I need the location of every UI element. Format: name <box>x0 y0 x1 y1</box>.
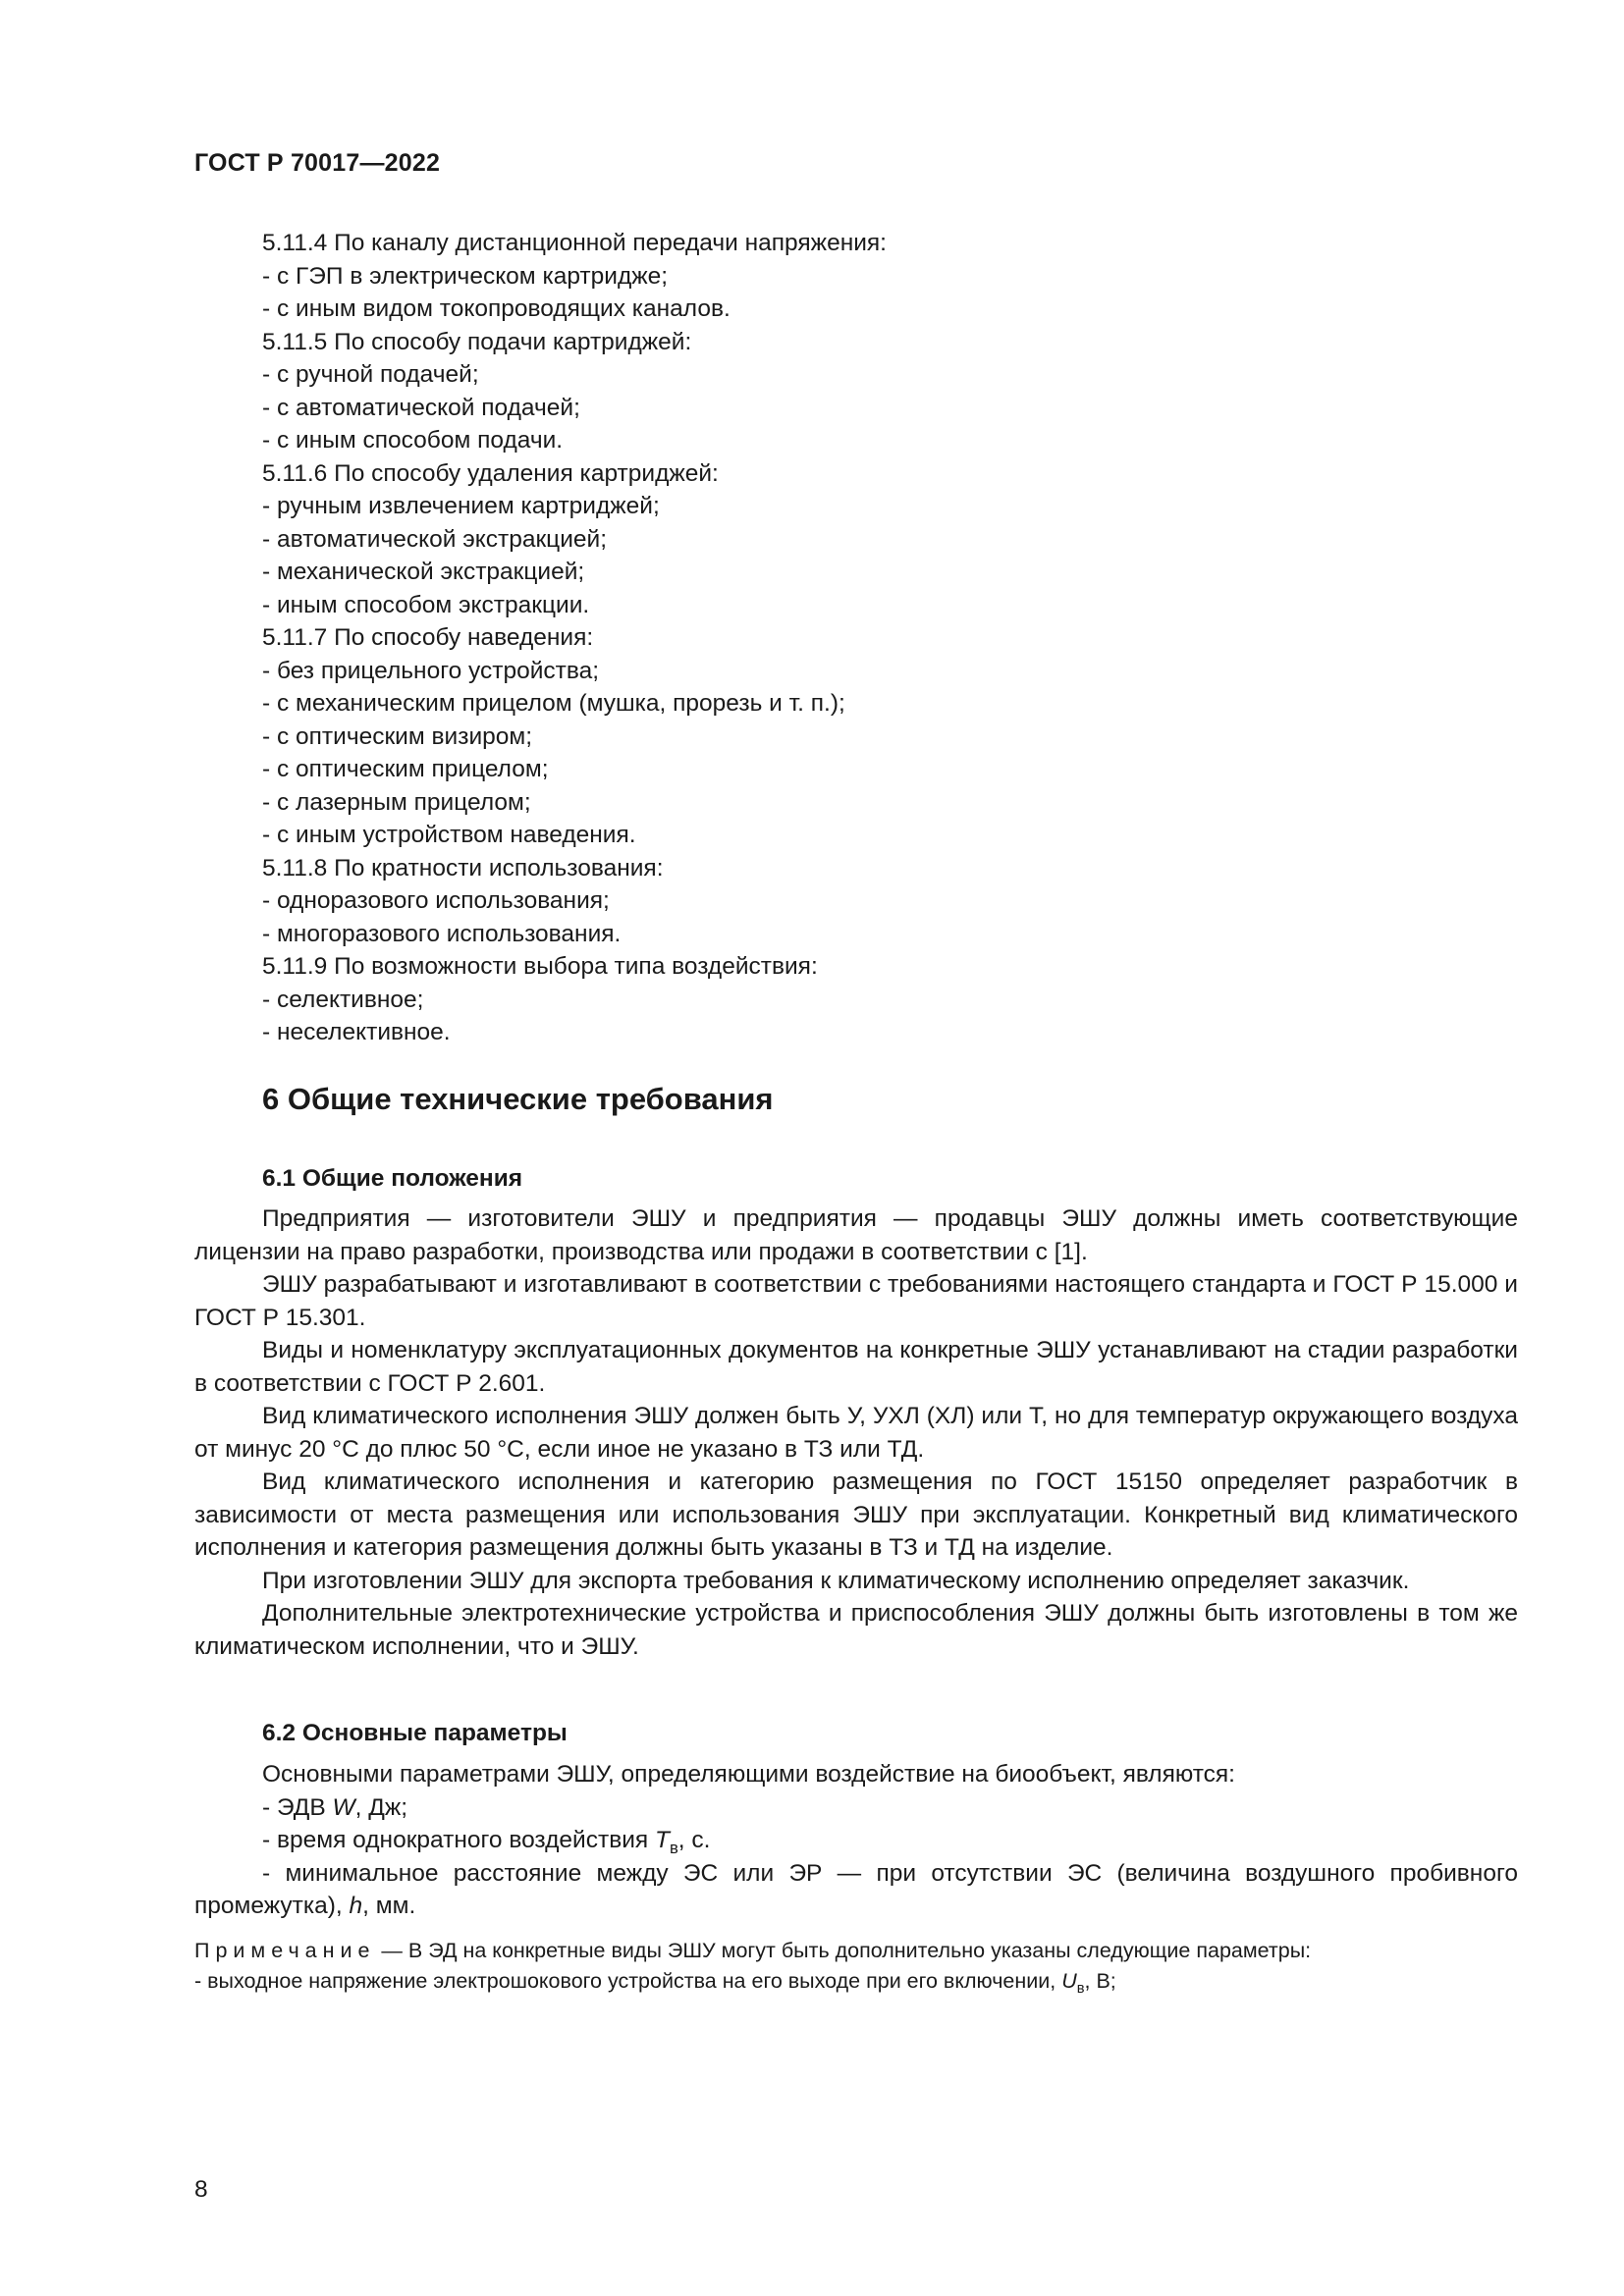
paragraph: Виды и номенклатуру эксплуатационных документов на конкретные ЭШУ устанавливают на стадии разработки в соответствии с ГОСТ Р 2.601. <box>194 1337 1518 1397</box>
list-item: 5.11.5 По способу подачи картриджей: <box>262 328 692 355</box>
list-item: - с автоматической подачей; <box>262 394 580 421</box>
list-item: - с оптическим визиром; <box>262 722 533 750</box>
list-item: - автоматической экстракцией; <box>262 525 608 553</box>
list-item: - одноразового использования; <box>262 887 610 914</box>
paragraph: Вид климатического исполнения и категорию размещения по ГОСТ 15150 определяет разработчик в зависимости от места размещения или использования ЭШУ при эксплуатации. Конкретный вид климатического исполнения и категория размещения должны быть указаны в ТЗ и ТД на изделие. <box>194 1468 1518 1561</box>
list-item: - иным способом экстракции. <box>262 591 590 618</box>
subsection-title-6-1: 6.1 Общие положения <box>262 1165 523 1192</box>
section-title: 6 Общие технические требования <box>262 1082 774 1116</box>
page-number: 8 <box>194 2176 208 2203</box>
list-item: - ручным извлечением картриджей; <box>262 493 660 519</box>
paragraph: Вид климатического исполнения ЭШУ должен быть У, УХЛ (ХЛ) или Т, но для температур окружающего воздуха от минус 20 °С до плюс 50 °С, если иное не указано в ТЗ или ТД. <box>194 1403 1518 1463</box>
note-item: - выходное напряжение электрошокового устройства на его выходе при его включении, $U_в$, В; <box>194 1968 1116 1997</box>
list-item: - с иным способом подачи. <box>262 427 564 454</box>
paragraph: - время однократного воздействия $T_в$, с. <box>262 1827 711 1857</box>
list-item: - с лазерным прицелом; <box>262 788 531 816</box>
list-item: - с оптическим прицелом; <box>262 756 549 782</box>
list-item: 5.11.4 По каналу дистанционной передачи напряжения: <box>262 230 887 256</box>
list-item: 5.11.9 По возможности выбора типа воздействия: <box>262 953 818 980</box>
note-label: Примечание <box>194 1938 376 1962</box>
subsection-6-1-body <box>194 1202 1518 1663</box>
paragraph: Основными параметрами ЭШУ, определяющими воздействие на биообъект, являются: <box>262 1761 1235 1788</box>
paragraph: - ЭДВ W, Дж; <box>262 1793 408 1821</box>
paragraph: - минимальное расстояние между ЭС или ЭР — при отсутствии ЭС (величина воздушного пробивного промежутка), h, мм. <box>194 1859 1518 1919</box>
list-item: - с механическим прицелом (мушка, прорезь и т. п.); <box>262 690 845 717</box>
list-item: - многоразового использования. <box>262 920 622 947</box>
classification-list <box>194 227 1518 1049</box>
list-item: - без прицельного устройства; <box>262 657 600 684</box>
list-item: - с иным видом токопроводящих каналов. <box>262 295 731 322</box>
list-item: - механической экстракцией; <box>262 559 585 585</box>
list-item: 5.11.8 По кратности использования: <box>262 854 664 881</box>
paragraph: Дополнительные электротехнические устройства и приспособления ЭШУ должны быть изготовлены в том же климатическом исполнении, что и ЭШУ. <box>194 1600 1518 1660</box>
list-item: - неселективное. <box>262 1019 451 1045</box>
list-item: - с ГЭП в электрическом картридже; <box>262 262 669 290</box>
list-item: 5.11.6 По способу удаления картриджей: <box>262 459 719 487</box>
subsection-6-2-body <box>194 1758 1518 1997</box>
paragraph: Предприятия — изготовители ЭШУ и предприятия — продавцы ЭШУ должны иметь соответствующие лицензии на право разработки, производства или продажи в соответствии с [1]. <box>194 1205 1518 1265</box>
subsection-title-6-2: 6.2 Основные параметры <box>262 1720 568 1746</box>
list-item: - с ручной подачей; <box>262 361 479 388</box>
note: Примечание — В ЭД на конкретные виды ЭШУ могут быть дополнительно указаны следующие параметры: <box>194 1938 1312 1962</box>
paragraph: ЭШУ разрабатывают и изготавливают в соответствии с требованиями настоящего стандарта и ГОСТ Р 15.000 и ГОСТ Р 15.301. <box>194 1271 1518 1331</box>
paragraph: При изготовлении ЭШУ для экспорта требования к климатическому исполнению определяет заказчик. <box>262 1567 1410 1594</box>
list-item: - с иным устройством наведения. <box>262 822 636 848</box>
list-item: - селективное; <box>262 986 424 1013</box>
list-item: 5.11.7 По способу наведения: <box>262 624 594 651</box>
document-header: ГОСТ Р 70017—2022 <box>194 149 441 177</box>
